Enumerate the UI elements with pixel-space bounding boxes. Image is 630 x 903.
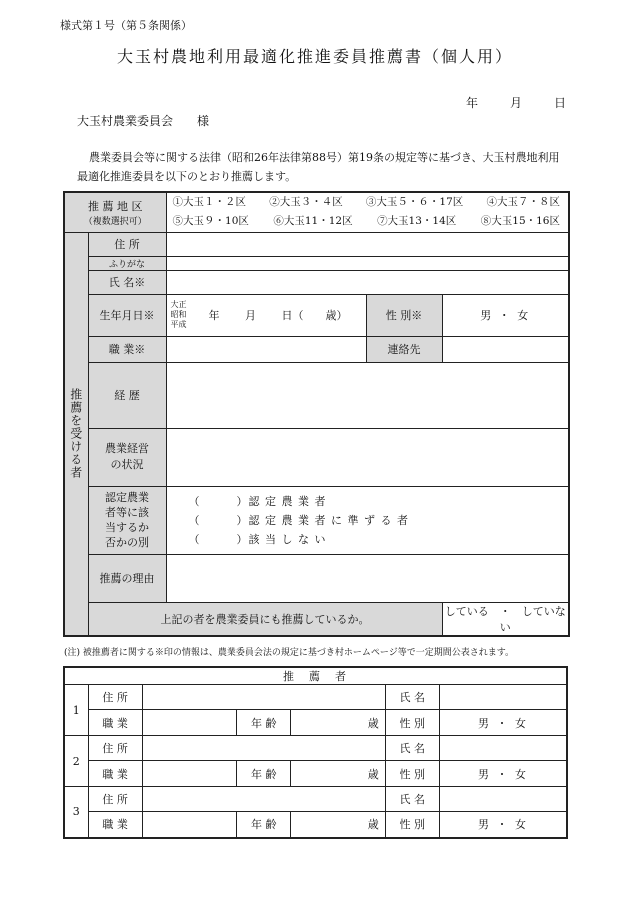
certified-label-cell [88, 486, 166, 554]
recommender-address-label: 住 所 [88, 685, 142, 710]
recommender-age-label: 年 齢 [237, 812, 291, 838]
date-year: 年 [466, 96, 479, 110]
district-sub: （複数選択可） [83, 216, 147, 227]
recommender-table [63, 666, 568, 839]
recommender-age-field[interactable]: 歳 [291, 710, 385, 736]
certified-option[interactable]: （ ）認 定 農 業 者 に 準 ず る 者 [188, 513, 409, 527]
disclosure-note: (注) 被推薦者に関する※印の情報は、農業委員会法の規定に基づき村ホームページ等で一定期間公表されます。 [64, 648, 514, 658]
recommender-address-label: 住 所 [88, 736, 142, 761]
recommender-name-label: 氏 名 [385, 736, 439, 761]
reason-label: 推薦の理由 [88, 554, 166, 602]
career-label: 経 歴 [88, 362, 166, 428]
date-day: 日 [554, 96, 567, 110]
era-option[interactable]: 平成 [170, 320, 187, 329]
certified-options [166, 486, 569, 554]
recommender-address-label: 住 所 [88, 787, 142, 812]
recommender-age-field[interactable]: 歳 [291, 761, 385, 787]
recommender-age-label: 年 齢 [237, 710, 291, 736]
recommender-number: 2 [64, 736, 88, 787]
area-option[interactable]: ④大玉７・８区 [486, 196, 560, 209]
addressee: 大玉村農業委員会 様 [77, 114, 210, 128]
area-option[interactable]: ①大玉１・２区 [172, 196, 247, 209]
area-option[interactable]: ③大玉５・６・17区 [365, 196, 464, 209]
district-label: 推 薦 地 区 [88, 199, 143, 213]
recommender-address-field[interactable] [142, 787, 385, 812]
contact-field[interactable] [442, 336, 569, 362]
name-field[interactable] [166, 270, 569, 294]
era-option[interactable]: 大正 [170, 300, 187, 309]
farm-status-label-cell [88, 428, 166, 486]
district-label-cell [64, 192, 166, 232]
address-field[interactable] [166, 232, 569, 256]
reason-field[interactable] [166, 554, 569, 602]
recommender-number: 3 [64, 787, 88, 838]
career-field[interactable] [166, 362, 569, 428]
recommender-heading: 推 薦 者 [64, 667, 567, 685]
name-label: 氏 名※ [88, 270, 166, 294]
job-label: 職 業※ [88, 336, 166, 362]
recommender-age-field[interactable]: 歳 [291, 812, 385, 838]
birth-date-parts: 年 月 日（ 歳） [208, 309, 348, 322]
era-option[interactable]: 昭和 [170, 310, 187, 319]
date-month: 月 [510, 96, 523, 110]
birth-label: 生年月日※ [88, 294, 166, 336]
certified-option[interactable]: （ ）該 当 し な い [188, 532, 327, 546]
nominee-side-label-cell [64, 232, 88, 636]
district-options[interactable] [166, 192, 569, 232]
sex-options[interactable]: 男 ・ 女 [442, 294, 569, 336]
recommender-sex-label: 性 別 [385, 710, 439, 736]
also-committee-question: 上記の者を農業委員にも推薦しているか。 [88, 602, 442, 636]
era-list [167, 300, 187, 330]
nominee-side-label: 推薦を受ける者 [68, 388, 83, 479]
recommender-job-field[interactable] [142, 812, 236, 838]
recommender-age-label: 年 齢 [237, 761, 291, 787]
recommender-job-label: 職 業 [88, 710, 142, 736]
recommender-job-label: 職 業 [88, 761, 142, 787]
sex-label: 性 別※ [366, 294, 442, 336]
area-option[interactable]: ⑧大玉15・16区 [480, 215, 560, 228]
recommender-sex-label: 性 別 [385, 812, 439, 838]
recommender-address-field[interactable] [142, 685, 385, 710]
page-title: 大玉村農地利用最適化推進委員推薦書（個人用） [116, 47, 513, 66]
recommender-name-field[interactable] [439, 787, 567, 812]
recommender-sex-options[interactable]: 男 ・ 女 [439, 761, 567, 787]
date-line [466, 94, 566, 111]
recommender-address-field[interactable] [142, 736, 385, 761]
recommender-name-label: 氏 名 [385, 787, 439, 812]
farm-status-label: 農業経営の状況 [105, 442, 149, 471]
address-label: 住 所 [88, 232, 166, 256]
furigana-label: ふりがな [88, 256, 166, 270]
recommender-job-field[interactable] [142, 761, 236, 787]
recommender-name-field[interactable] [439, 736, 567, 761]
nominee-table [63, 191, 570, 637]
also-committee-answer[interactable]: している ・ していない [442, 602, 569, 636]
birth-field[interactable] [166, 294, 366, 336]
recommender-job-label: 職 業 [88, 812, 142, 838]
form-number: 様式第１号（第５条関係） [60, 19, 192, 32]
contact-label: 連絡先 [366, 336, 442, 362]
area-option[interactable]: ⑦大玉13・14区 [377, 215, 457, 228]
job-field[interactable] [166, 336, 366, 362]
furigana-field[interactable] [166, 256, 569, 270]
farm-status-field[interactable] [166, 428, 569, 486]
certified-label: 認定農業者等に該当するか否かの別 [105, 491, 149, 549]
area-option[interactable]: ⑤大玉９・10区 [172, 215, 249, 228]
recommender-sex-options[interactable]: 男 ・ 女 [439, 812, 567, 838]
area-option[interactable]: ⑥大玉11・12区 [273, 215, 353, 228]
area-option[interactable]: ②大玉３・４区 [269, 196, 343, 209]
recommender-number: 1 [64, 685, 88, 736]
recommender-job-field[interactable] [142, 710, 236, 736]
recommender-name-label: 氏 名 [385, 685, 439, 710]
certified-option[interactable]: （ ）認 定 農 業 者 [188, 494, 327, 508]
intro-text: 農業委員会等に関する法律（昭和26年法律第88号）第19条の規定等に基づき、大玉村農地利用最適化推進委員を以下のとおり推薦します。 [77, 151, 560, 183]
recommender-sex-options[interactable]: 男 ・ 女 [439, 710, 567, 736]
recommender-sex-label: 性 別 [385, 761, 439, 787]
recommender-name-field[interactable] [439, 685, 567, 710]
